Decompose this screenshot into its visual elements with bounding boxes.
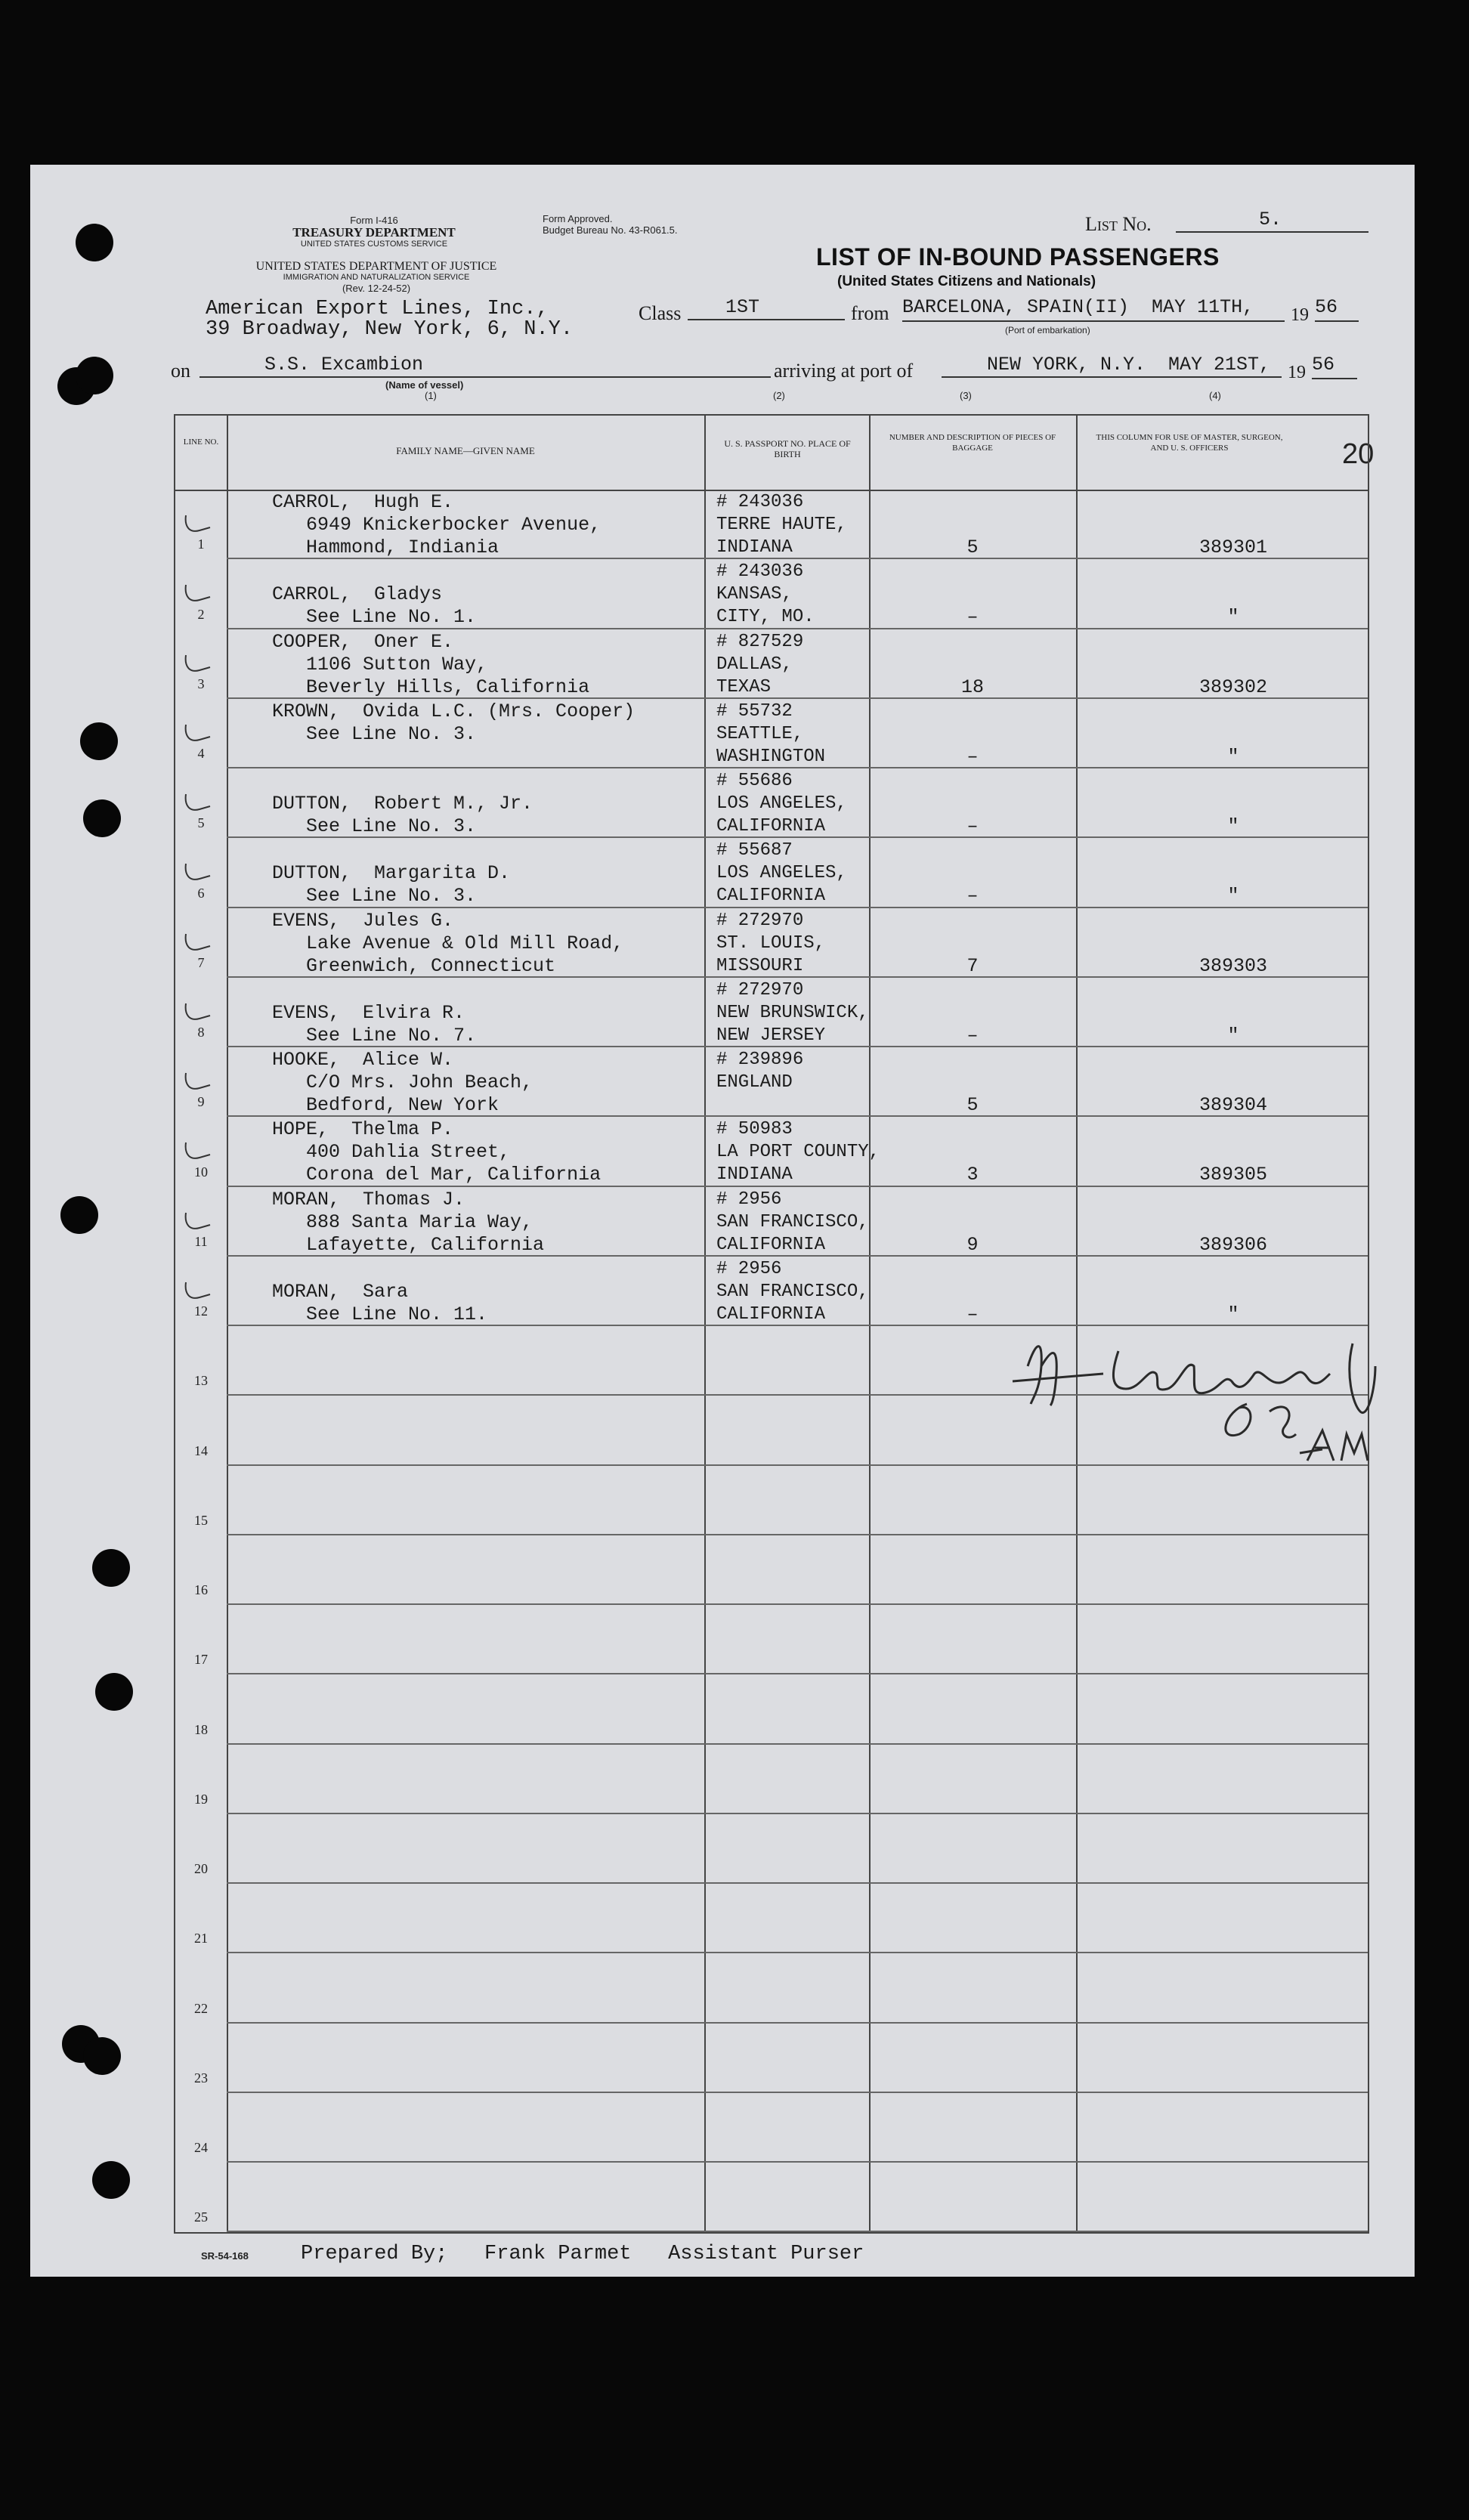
line-number: 17 (194, 1652, 208, 1668)
officer-signature (997, 1321, 1421, 1472)
passenger-name-line: DUTTON, Robert M., Jr. (272, 793, 533, 815)
passenger-name-line: See Line No. 11. (272, 1303, 488, 1325)
passport-birthplace-line: # 50983 (716, 1119, 793, 1140)
passport-birthplace-line: ENGLAND (716, 1072, 793, 1093)
binder-hole (92, 2161, 130, 2199)
passport-birthplace-line: LA PORT COUNTY, (716, 1142, 880, 1163)
passport-birthplace-line: # 2956 (716, 1258, 782, 1279)
passport-birthplace-line: DALLAS, (716, 654, 793, 675)
officer-number: " (1227, 606, 1239, 629)
baggage-count: 7 (966, 954, 979, 977)
passenger-name-line: KROWN, Ovida L.C. (Mrs. Cooper) (272, 700, 636, 722)
line-number: 5 (197, 815, 205, 831)
passenger-name-line: MORAN, Sara (272, 1280, 409, 1303)
year-label: 19 (1291, 305, 1309, 325)
passport-birthplace-line: KANSAS, (716, 584, 793, 605)
header-baggage: NUMBER AND DESCRIPTION OF PIECES OF BAGGAGE (889, 433, 1056, 453)
binder-hole (80, 722, 118, 760)
passport-birthplace-line: LOS ANGELES, (716, 863, 847, 884)
passport-birthplace-line: WASHINGTON (716, 746, 826, 767)
row-divider (227, 2092, 1368, 2093)
header-passport: U. S. PASSPORT NO. PLACE OF BIRTH (724, 438, 851, 459)
year-from-value: 56 (1315, 296, 1359, 322)
passport-birthplace-line: TEXAS (716, 676, 772, 697)
column-2-label: (2) (773, 390, 785, 401)
passenger-name-line: Hammond, Indiania (272, 536, 499, 558)
row-divider (227, 1534, 1368, 1535)
year-arrive-label: 19 (1288, 363, 1306, 382)
officer-number: " (1227, 745, 1239, 768)
passport-birthplace-line: CITY, MO. (716, 607, 815, 628)
binder-hole (76, 224, 113, 261)
department-of-justice: UNITED STATES DEPARTMENT OF JUSTICE (255, 260, 497, 273)
row-divider (227, 1603, 1368, 1605)
document-title: LIST OF IN-BOUND PASSENGERS (816, 243, 1220, 271)
officer-number: " (1227, 1303, 1239, 1325)
passport-birthplace-line: # 243036 (716, 492, 804, 512)
passport-birthplace-line: # 272970 (716, 910, 804, 931)
check-mark (183, 720, 213, 750)
passenger-name-line: See Line No. 3. (272, 885, 477, 908)
passenger-name-line: CARROL, Hugh E. (272, 491, 454, 513)
header-officers: THIS COLUMN FOR USE OF MASTER, SURGEON, AND U. S. OFFICERS (1096, 433, 1283, 453)
baggage-count: – (966, 815, 979, 837)
form-number: Form I-416 (350, 215, 398, 226)
customs-service: UNITED STATES CUSTOMS SERVICE (300, 240, 448, 249)
line-number: 6 (197, 885, 205, 901)
officer-number: 389304 (1198, 1094, 1267, 1116)
passenger-name-line: HOPE, Thelma P. (272, 1118, 454, 1141)
column-4-label: (4) (1209, 390, 1221, 401)
line-number: 1 (197, 536, 205, 552)
check-mark (183, 651, 213, 681)
baggage-count: – (966, 606, 979, 629)
passenger-name-line: HOOKE, Alice W. (272, 1049, 454, 1071)
column-1-label: (1) (425, 390, 437, 401)
passport-birthplace-line: INDIANA (716, 1164, 793, 1186)
line-number: 25 (194, 2209, 208, 2225)
passport-birthplace-line: SEATTLE, (716, 723, 804, 744)
passenger-name-line: C/O Mrs. John Beach, (272, 1071, 533, 1093)
line-number: 7 (197, 954, 205, 970)
line-number: 21 (194, 1931, 208, 1946)
company-line-2: 39 Broadway, New York, 6, N.Y. (206, 318, 574, 341)
passport-birthplace-line: NEW BRUNSWICK, (716, 1002, 869, 1023)
row-divider (227, 2161, 1368, 2163)
header-name: FAMILY NAME—GIVEN NAME (396, 445, 535, 456)
passenger-name-line: Lake Avenue & Old Mill Road, (272, 932, 624, 954)
binder-hole (95, 1673, 133, 1711)
line-number: 22 (194, 2000, 208, 2016)
check-mark (183, 999, 213, 1029)
check-mark (183, 790, 213, 820)
check-mark (183, 1208, 213, 1238)
treasury-department: TREASURY DEPARTMENT (292, 225, 456, 240)
line-number: 10 (194, 1164, 208, 1180)
row-divider (227, 1673, 1368, 1674)
officer-number: " (1227, 815, 1239, 837)
officer-number: 389305 (1198, 1164, 1267, 1186)
passenger-name-line: COOPER, Oner E. (272, 630, 454, 653)
line-number: 9 (197, 1094, 205, 1110)
row-divider (227, 2022, 1368, 2024)
on-label: on (171, 360, 190, 382)
binder-hole (76, 357, 113, 394)
passenger-name-line: 888 Santa Maria Way, (272, 1211, 533, 1233)
baggage-count: 5 (966, 536, 979, 558)
officer-number: " (1227, 885, 1239, 908)
year-arrive-value: 56 (1312, 354, 1357, 379)
passenger-name-line: EVENS, Elvira R. (272, 1001, 465, 1024)
passport-birthplace-line: NEW JERSEY (716, 1025, 826, 1046)
baggage-count: 18 (960, 676, 984, 698)
passenger-name-line: See Line No. 3. (272, 722, 477, 745)
line-number: 8 (197, 1025, 205, 1040)
passenger-name-line: See Line No. 1. (272, 606, 477, 629)
header-line-no: LINE NO. (183, 438, 219, 447)
passport-birthplace-line: ST. LOUIS, (716, 932, 826, 954)
class-label: Class (639, 302, 682, 324)
passport-birthplace-line: MISSOURI (716, 955, 804, 976)
footer-code: SR-54-168 (201, 2250, 249, 2262)
line-number: 11 (194, 1233, 208, 1249)
page-number: 20 (1342, 438, 1375, 470)
passport-birthplace-line: # 55686 (716, 771, 793, 791)
list-no-value: 5. (1176, 209, 1368, 233)
passenger-name-line: See Line No. 7. (272, 1024, 477, 1047)
passport-birthplace-line: # 2956 (716, 1189, 782, 1210)
passport-birthplace-line: SAN FRANCISCO, (716, 1211, 869, 1232)
prepared-by: Prepared By; Frank Parmet Assistant Purser (301, 2243, 864, 2265)
line-number: 15 (194, 1512, 208, 1528)
passport-birthplace-line: SAN FRANCISCO, (716, 1281, 869, 1302)
passenger-name-line: 1106 Sutton Way, (272, 653, 488, 676)
document-subtitle: (United States Citizens and Nationals) (837, 274, 1096, 289)
class-value: 1ST (688, 296, 845, 320)
passport-birthplace-line: CALIFORNIA (716, 1234, 826, 1255)
baggage-count: – (966, 1303, 979, 1325)
passport-birthplace-line: # 243036 (716, 561, 804, 583)
baggage-count: – (966, 745, 979, 768)
binder-hole (60, 1196, 98, 1234)
vessel-label: (Name of vessel) (385, 379, 464, 391)
passport-birthplace-line: # 239896 (716, 1050, 804, 1070)
baggage-count: 5 (966, 1094, 979, 1116)
check-mark (183, 1278, 213, 1308)
check-mark (183, 580, 213, 611)
baggage-count: 3 (966, 1164, 979, 1186)
officer-number: 389303 (1198, 954, 1267, 977)
column-3-label: (3) (960, 390, 972, 401)
revision: (Rev. 12-24-52) (342, 283, 411, 294)
line-number: 24 (194, 2140, 208, 2155)
passenger-name-line: 6949 Knickerbocker Avenue, (272, 514, 602, 536)
passenger-name-line: DUTTON, Margarita D. (272, 862, 511, 885)
passenger-name-line: EVENS, Jules G. (272, 909, 454, 932)
line-number: 13 (194, 1373, 208, 1389)
embarkation-value: BARCELONA, SPAIN(II) MAY 11TH, (902, 296, 1285, 322)
passport-birthplace-line: CALIFORNIA (716, 816, 826, 836)
port-embarkation-label: (Port of embarkation) (1005, 325, 1090, 335)
check-mark (183, 1068, 213, 1099)
passport-birthplace-line: # 55687 (716, 840, 793, 861)
vessel-name: S.S. Excambion (199, 354, 771, 378)
passenger-name-line: Bedford, New York (272, 1094, 499, 1116)
company-line-1: American Export Lines, Inc., (206, 298, 549, 320)
arrival-port-value: NEW YORK, N.Y. MAY 21ST, (942, 354, 1282, 378)
form-approved: Form Approved. (543, 213, 613, 224)
officer-number: 389306 (1198, 1233, 1267, 1256)
line-number: 4 (197, 746, 205, 761)
passenger-name-line: Lafayette, California (272, 1233, 545, 1256)
passport-birthplace-line: # 272970 (716, 979, 804, 1000)
passenger-name-line: CARROL, Gladys (272, 583, 443, 606)
line-number: 2 (197, 606, 205, 622)
passport-birthplace-line: CALIFORNIA (716, 886, 826, 907)
passport-birthplace-line: INDIANA (716, 537, 793, 558)
officer-number: 389302 (1198, 676, 1267, 698)
check-mark (183, 859, 213, 889)
passport-birthplace-line: # 55732 (716, 700, 793, 722)
arriving-label: arriving at port of (774, 360, 914, 382)
line-number: 16 (194, 1582, 208, 1597)
line-number: 23 (194, 2070, 208, 2086)
check-mark (183, 511, 213, 541)
line-number: 20 (194, 1861, 208, 1876)
from-label: from (851, 302, 889, 324)
row-divider (227, 1813, 1368, 1814)
passport-birthplace-line: CALIFORNIA (716, 1303, 826, 1325)
line-number: 14 (194, 1442, 208, 1458)
ins-label: IMMIGRATION AND NATURALIZATION SERVICE (283, 273, 470, 282)
passenger-name-line: MORAN, Thomas J. (272, 1188, 465, 1211)
baggage-count: – (966, 1024, 979, 1047)
row-divider (227, 2231, 1368, 2232)
baggage-count: – (966, 885, 979, 908)
binder-hole (92, 1549, 130, 1587)
passenger-name-line: Greenwich, Connecticut (272, 954, 556, 977)
line-number: 18 (194, 1721, 208, 1737)
baggage-count: 9 (966, 1233, 979, 1256)
document-page (30, 165, 1415, 2277)
row-divider (227, 1952, 1368, 1953)
passport-birthplace-line: # 827529 (716, 631, 804, 652)
officer-number: 389301 (1198, 536, 1267, 558)
line-number: 3 (197, 676, 205, 691)
passenger-name-line: 400 Dahlia Street, (272, 1141, 511, 1164)
passenger-name-line: See Line No. 3. (272, 815, 477, 837)
check-mark (183, 929, 213, 960)
passport-birthplace-line: TERRE HAUTE, (716, 515, 847, 535)
passenger-name-line: Corona del Mar, California (272, 1164, 602, 1186)
passport-birthplace-line: LOS ANGELES, (716, 793, 847, 814)
line-number: 12 (194, 1303, 208, 1319)
officer-number: " (1227, 1024, 1239, 1047)
passenger-name-line: Beverly Hills, California (272, 676, 590, 698)
row-divider (227, 1882, 1368, 1884)
binder-hole (83, 2037, 121, 2075)
line-number: 19 (194, 1791, 208, 1807)
binder-hole (83, 799, 121, 837)
budget-bureau: Budget Bureau No. 43-R061.5. (543, 224, 678, 236)
list-no-label: List No. (1085, 213, 1152, 235)
row-divider (227, 1743, 1368, 1745)
check-mark (183, 1138, 213, 1168)
